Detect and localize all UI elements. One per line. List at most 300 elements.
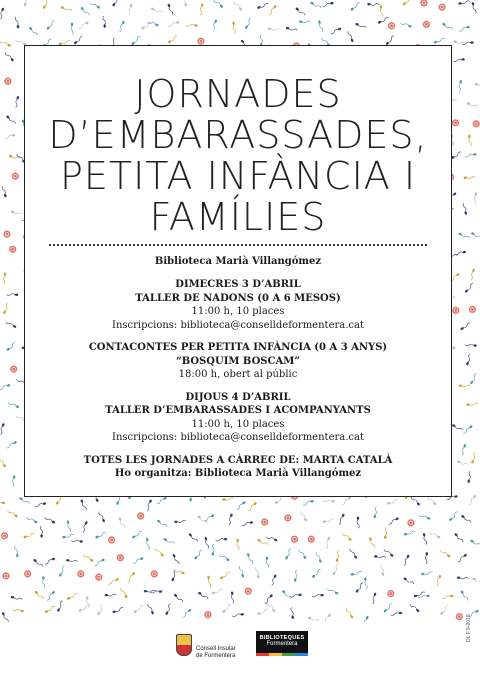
pattern-motif [299, 20, 311, 23]
pattern-motif [89, 2, 101, 9]
pattern-motif [24, 0, 26, 6]
pattern-motif [204, 611, 211, 618]
pattern-motif [157, 519, 168, 528]
pattern-motif [380, 5, 384, 17]
title-line: JORNADES [134, 72, 342, 116]
pattern-motif [11, 210, 23, 215]
event-name: TALLER DE NADONS (0 A 6 MESOS) [135, 292, 341, 304]
pattern-motif [367, 3, 379, 6]
pattern-motif [472, 577, 480, 584]
pattern-motif [146, 538, 150, 550]
pattern-motif [385, 35, 394, 45]
pattern-motif [345, 608, 353, 619]
pattern-motif [3, 77, 12, 86]
pattern-motif [364, 577, 368, 589]
pattern-motif [12, 608, 24, 612]
pattern-motif [11, 475, 15, 487]
pattern-motif [420, 0, 428, 7]
pattern-motif [283, 513, 292, 522]
pattern-motif [386, 589, 396, 599]
pattern-motif [172, 554, 180, 565]
pattern-motif [406, 518, 416, 528]
pattern-motif [2, 272, 6, 284]
pattern-motif [78, 605, 89, 613]
pattern-motif [186, 24, 198, 27]
pattern-motif [11, 596, 23, 601]
pattern-motif [474, 192, 478, 204]
pattern-motif [118, 21, 125, 33]
pattern-motif [42, 576, 45, 588]
pattern-motif [0, 457, 6, 468]
pattern-motif [458, 0, 470, 5]
pattern-motif [442, 594, 454, 599]
pattern-motif [6, 293, 18, 296]
pattern-motif [238, 566, 244, 578]
pattern-motif [168, 35, 179, 44]
pattern-motif [116, 553, 125, 562]
pattern-motif [470, 373, 478, 384]
pattern-motif [44, 557, 55, 565]
pattern-motif [1, 612, 9, 622]
pattern-motif [118, 517, 125, 529]
pattern-motif [306, 534, 316, 544]
pattern-motif [14, 545, 19, 557]
logo-text: Consell Insular [196, 646, 236, 652]
pattern-motif [245, 18, 252, 30]
pattern-motif [451, 151, 462, 159]
pattern-motif [174, 520, 186, 523]
pattern-motif [458, 232, 470, 239]
pattern-motif [236, 501, 246, 511]
pattern-motif [247, 501, 257, 511]
pattern-motif [429, 531, 441, 538]
pattern-motif [467, 304, 477, 314]
pattern-motif [294, 570, 298, 582]
pattern-motif [241, 521, 253, 526]
pattern-motif [156, 496, 167, 504]
pattern-motif [8, 244, 18, 254]
pattern-motif [470, 539, 480, 546]
pattern-motif [282, 590, 292, 600]
pattern-motif [264, 594, 273, 605]
pattern-motif [222, 603, 232, 613]
pattern-motif [404, 530, 416, 535]
pattern-motif [246, 553, 253, 565]
pattern-motif [332, 564, 339, 576]
pattern-motif [66, 559, 78, 563]
pattern-motif [467, 471, 471, 483]
pattern-motif [0, 384, 11, 391]
pattern-motif [458, 25, 470, 32]
pattern-motif [462, 41, 474, 45]
pattern-motif [423, 533, 428, 545]
pattern-motif [0, 7, 4, 19]
pattern-motif [464, 177, 476, 179]
pattern-motif [105, 594, 117, 596]
pattern-motif [15, 17, 20, 29]
pattern-motif [132, 557, 144, 564]
title-line: D’EMBARASSADES, [48, 113, 428, 157]
pattern-motif [387, 498, 399, 505]
pattern-motif [466, 102, 478, 108]
pattern-motif [182, 608, 192, 618]
pattern-motif [355, 23, 367, 30]
pattern-motif [350, 2, 361, 11]
pattern-motif [8, 401, 20, 408]
pattern-motif [33, 559, 44, 568]
pattern-motif [350, 571, 362, 576]
pattern-motif [460, 444, 466, 456]
pattern-motif [14, 96, 19, 108]
pattern-motif [211, 588, 223, 594]
pattern-motif [295, 7, 306, 16]
pattern-motif [59, 565, 66, 577]
pattern-motif [330, 27, 341, 35]
pattern-motif [373, 506, 377, 518]
pattern-motif [150, 569, 159, 578]
pattern-motif [213, 0, 223, 8]
pattern-motif [471, 232, 480, 239]
pattern-motif [4, 134, 16, 140]
pattern-motif [402, 0, 412, 6]
pattern-motif [66, 520, 71, 532]
pattern-motif [454, 250, 466, 255]
pattern-motif [23, 570, 32, 579]
pattern-motif [212, 19, 218, 31]
pattern-motif [80, 499, 87, 511]
pattern-motif [165, 603, 171, 615]
pattern-motif [290, 607, 294, 619]
venue-name: Biblioteca Marià Villangómez [154, 256, 322, 267]
pattern-motif [312, 594, 324, 597]
pattern-motif [464, 283, 473, 293]
event-details: 11:00 h, 10 places [191, 306, 285, 317]
pattern-motif [410, 496, 420, 506]
pattern-motif [197, 515, 208, 524]
event-name: TALLER D’EMBARASSADES I ACOMPANYANTS [105, 405, 371, 416]
logo-text: Formentera [266, 641, 298, 647]
pattern-motif [146, 499, 152, 511]
pattern-motif [403, 554, 410, 566]
pattern-motif [449, 511, 458, 521]
pattern-motif [95, 531, 107, 538]
pattern-motif [322, 613, 331, 622]
pattern-motif [383, 548, 394, 557]
event-subtitle: “BOSQUIM BOSCAM” [175, 355, 301, 367]
pattern-motif [267, 27, 279, 31]
biblioteques-logo [256, 631, 308, 653]
event-date: DIJOUS 4 D’ABRIL [185, 391, 291, 403]
pattern-motif [310, 1, 321, 9]
pattern-motif [3, 303, 10, 315]
pattern-motif [433, 37, 445, 44]
pattern-motif [97, 604, 104, 616]
pattern-motif [403, 577, 414, 585]
pattern-motif [219, 553, 230, 561]
logo-text: de Formentera [196, 653, 236, 659]
pattern-motif [336, 550, 340, 562]
event-details: 11:00 h, 10 places [191, 418, 285, 430]
pattern-motif [318, 20, 324, 32]
pattern-motif [435, 575, 441, 587]
poster-title [25, 74, 451, 238]
pattern-motif [357, 516, 360, 528]
pattern-motif [231, 591, 234, 603]
pattern-motif [0, 423, 5, 435]
pattern-motif [29, 26, 39, 36]
credits-line: TOTES LES JORNADES A CÀRREC DE: MARTA CATALÀ [83, 454, 393, 466]
pattern-motif [127, 572, 136, 583]
pattern-motif [440, 605, 449, 616]
pattern-motif [270, 574, 276, 586]
pattern-motif [46, 20, 55, 31]
pattern-motif [472, 119, 480, 128]
pattern-motif [327, 588, 339, 595]
pattern-motif [257, 538, 269, 545]
footer [0, 614, 480, 679]
pattern-motif [112, 0, 120, 7]
pattern-motif [257, 608, 269, 615]
pattern-motif [466, 354, 472, 366]
pattern-motif [312, 568, 322, 578]
pattern-motif [257, 3, 269, 10]
pattern-motif [465, 153, 477, 158]
pattern-motif [151, 7, 163, 13]
pattern-motif [452, 306, 460, 314]
pattern-motif [437, 2, 447, 12]
pattern-motif [323, 518, 335, 523]
event-signup: Inscripcions: biblioteca@conselldeformentera.cat [112, 432, 364, 443]
pattern-motif [67, 592, 78, 600]
pattern-motif [102, 16, 106, 28]
pattern-motif [180, 0, 188, 7]
pattern-motif [452, 424, 463, 432]
dotted-divider [49, 244, 427, 246]
pattern-motif [167, 3, 173, 15]
pattern-motif [19, 497, 30, 505]
pattern-motif [409, 603, 420, 612]
pattern-motif [286, 27, 298, 32]
pattern-motif [120, 587, 128, 598]
pattern-motif [466, 403, 478, 406]
pattern-motif [471, 2, 476, 14]
pattern-motif [233, 1, 243, 11]
pattern-motif [419, 514, 431, 520]
pattern-motif [204, 537, 209, 549]
event-signup: Inscripcions: biblioteca@conselldeformentera.cat [112, 319, 364, 331]
pattern-motif [228, 513, 233, 525]
pattern-motif [291, 535, 298, 542]
pattern-motif [454, 612, 464, 622]
pattern-motif [460, 590, 469, 601]
pattern-motif [34, 590, 44, 600]
consell-logo [176, 630, 256, 670]
pattern-motif [463, 203, 468, 215]
pattern-motif [470, 268, 475, 280]
pattern-motif [325, 537, 330, 549]
pattern-motif [1, 186, 7, 198]
pattern-motif [211, 544, 215, 556]
pattern-motif [207, 576, 211, 588]
pattern-motif [9, 364, 19, 374]
pattern-motif [384, 527, 388, 539]
pattern-motif [6, 441, 17, 449]
pattern-motif [127, 3, 133, 15]
pattern-motif [266, 602, 276, 612]
pattern-motif [378, 17, 390, 24]
pattern-motif [244, 587, 252, 595]
legal-deposit: DL F 9-2019 [466, 614, 472, 642]
pattern-motif [387, 21, 397, 31]
pattern-motif [457, 460, 469, 466]
event-details: 18:00 h, obert al públic [178, 369, 298, 380]
pattern-motif [421, 571, 433, 575]
pattern-motif [133, 605, 144, 614]
pattern-motif [454, 533, 464, 543]
pattern-motif [40, 526, 43, 538]
pattern-motif [11, 172, 20, 181]
pattern-motif [232, 613, 244, 617]
pattern-motif [23, 532, 35, 538]
event-date: DIMECRES 3 D’ABRIL [175, 279, 301, 290]
pattern-motif [236, 539, 239, 551]
event-list [25, 278, 451, 481]
pattern-motif [0, 501, 5, 505]
event-name: CONTACONTES PER PETITA INFÀNCIA (0 A 3 ANYS) [88, 342, 388, 353]
pattern-motif [78, 21, 89, 30]
pattern-motif [80, 6, 90, 16]
pattern-motif [453, 40, 465, 44]
pattern-motif [442, 22, 453, 30]
pattern-motif [1, 571, 10, 580]
pattern-motif [452, 119, 460, 127]
pattern-motif [425, 552, 428, 564]
pattern-motif [457, 553, 467, 562]
pattern-motif [369, 537, 376, 549]
pattern-motif [468, 134, 472, 146]
pattern-motif [232, 21, 236, 33]
pattern-motif [471, 452, 477, 464]
pattern-motif [458, 80, 462, 92]
pattern-motif [7, 510, 18, 518]
pattern-motif [413, 591, 425, 597]
organizer-line: Ho organitza: Biblioteca Marià Villangómez [114, 468, 362, 479]
pattern-motif [315, 551, 322, 563]
pattern-motif [400, 22, 412, 28]
pattern-motif [3, 230, 12, 239]
pattern-motif [73, 35, 83, 45]
logo-text: BIBLIOTEQUES [259, 635, 305, 641]
pattern-motif [108, 578, 120, 585]
pattern-motif [144, 590, 156, 593]
pattern-motif [475, 83, 480, 86]
pattern-motif [341, 496, 351, 506]
pattern-motif [199, 3, 204, 15]
poster-panel [24, 45, 452, 497]
pattern-motif [298, 549, 307, 560]
pattern-motif [0, 531, 9, 541]
pattern-motif [457, 576, 469, 579]
pattern-motif [44, 605, 55, 613]
pattern-motif [132, 530, 143, 539]
pattern-motif [440, 549, 451, 558]
pattern-motif [173, 593, 183, 603]
pattern-motif [322, 2, 334, 8]
pattern-motif [154, 547, 164, 557]
pattern-motif [383, 603, 393, 613]
pattern-motif [290, 593, 302, 597]
pattern-motif [453, 58, 465, 62]
pattern-motif [44, 516, 55, 524]
pattern-motif [76, 569, 86, 579]
pattern-motif [216, 538, 228, 542]
pattern-motif [188, 533, 198, 543]
pattern-motif [349, 548, 358, 559]
pattern-motif [268, 5, 277, 16]
title-line: PETITA INFÀNCIA I [59, 154, 417, 198]
pattern-motif [168, 21, 180, 27]
pattern-motif [388, 517, 399, 525]
pattern-motif [46, 590, 55, 601]
pattern-motif [355, 582, 364, 593]
pattern-motif [220, 571, 231, 580]
pattern-motif [266, 536, 278, 542]
pattern-motif [342, 532, 353, 541]
pattern-motif [6, 342, 16, 352]
pattern-motif [266, 556, 270, 568]
pattern-motif [95, 573, 103, 581]
pattern-motif [136, 511, 145, 520]
pattern-motif [260, 517, 270, 527]
pattern-motif [463, 425, 473, 434]
pattern-motif [338, 513, 345, 525]
pattern-motif [460, 322, 471, 331]
pattern-motif [82, 521, 88, 533]
pattern-motif [147, 603, 154, 615]
pattern-motif [112, 607, 124, 614]
pattern-motif [461, 515, 472, 524]
pattern-motif [299, 511, 307, 522]
pattern-motif [4, 52, 14, 62]
pattern-motif [302, 500, 314, 506]
pattern-motif [465, 343, 477, 347]
pattern-motif [194, 549, 203, 560]
pattern-motif [98, 511, 105, 523]
pattern-motif [222, 497, 234, 501]
pattern-motif [71, 23, 74, 35]
pattern-motif [468, 494, 477, 505]
pattern-motif [61, 6, 73, 12]
pattern-motif [374, 555, 386, 559]
title-line: FAMÍLIES [149, 195, 327, 239]
pattern-motif [255, 567, 260, 579]
pattern-motif [71, 539, 83, 543]
pattern-motif [285, 548, 292, 560]
shield-icon [176, 634, 192, 656]
pattern-motif [323, 499, 335, 502]
pattern-motif [43, 0, 50, 9]
pattern-motif [390, 612, 402, 616]
pattern-motif [426, 496, 437, 505]
pattern-motif [198, 591, 209, 600]
pattern-motif [422, 20, 431, 29]
pattern-motif [0, 40, 11, 47]
pattern-motif [380, 564, 384, 576]
pattern-motif [5, 321, 16, 329]
pattern-motif [62, 534, 74, 539]
pattern-motif [83, 554, 94, 563]
pattern-motif [6, 115, 16, 125]
